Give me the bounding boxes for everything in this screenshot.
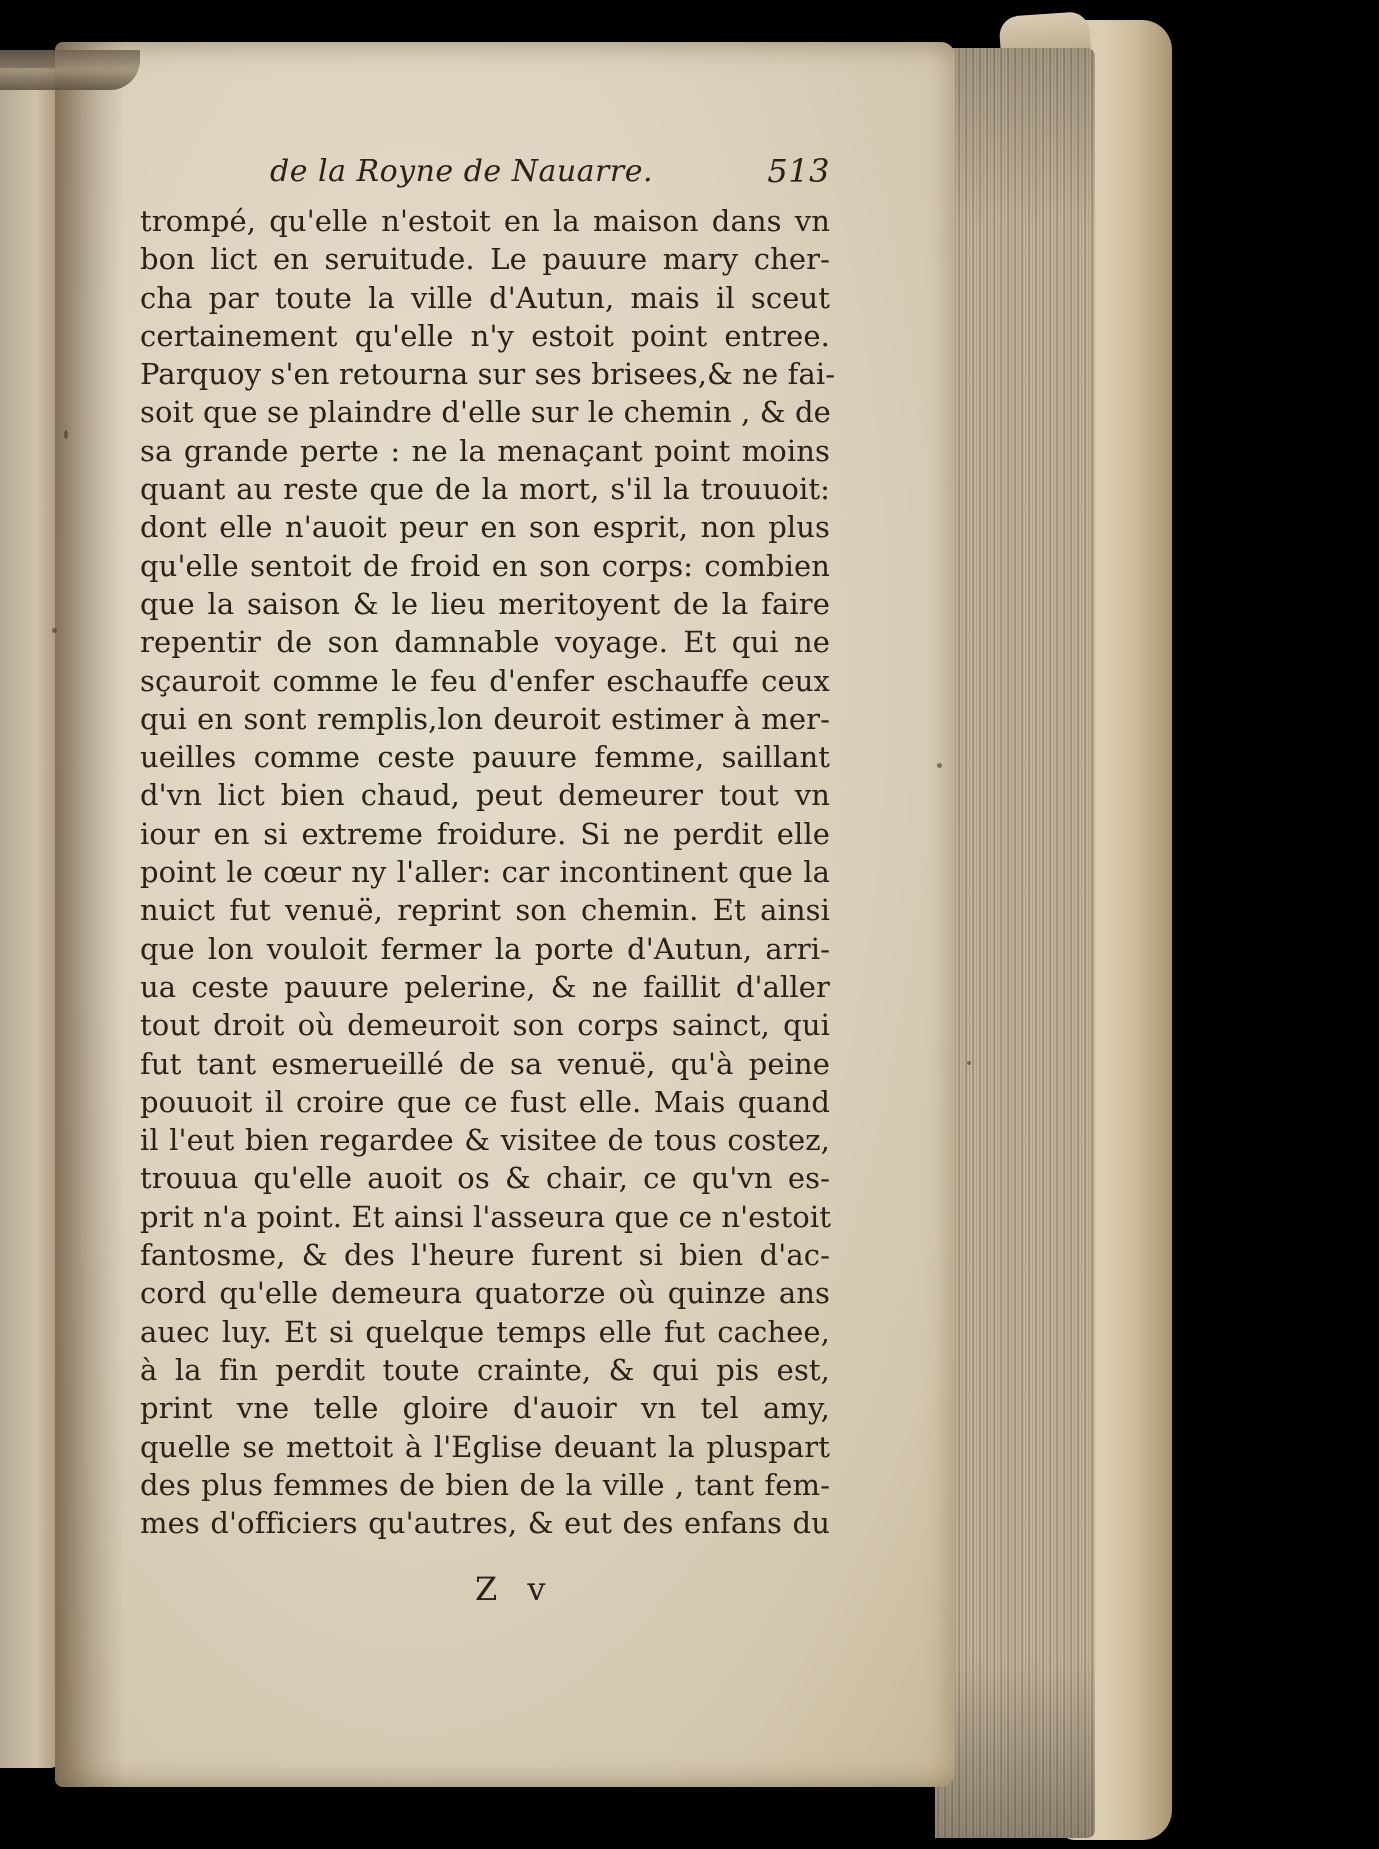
binding-thread <box>0 50 140 90</box>
fore-edge-shadow <box>935 48 1095 1838</box>
text-line: fantosme, & des l'heure furent si bien d'ac- <box>140 1238 830 1273</box>
page-number: 513 <box>767 152 830 190</box>
text-line: à la fin perdit toute crainte, & qui pis est, <box>140 1352 830 1387</box>
page-gutter <box>55 42 125 1787</box>
text-line: cha par toute la ville d'Autun, mais il sceut <box>140 280 830 315</box>
running-title: de la Royne de Nauarre. <box>270 154 654 189</box>
text-line: que lon vouloit fermer la porte d'Autun, arri- <box>140 931 830 966</box>
text-line: print vne telle gloire d'auoir vn tel amy, <box>140 1391 830 1426</box>
ink-spot <box>937 763 942 768</box>
text-line: prit n'a point. Et ainsi l'asseura que ce n'estoit <box>140 1199 831 1234</box>
text-line: point le cœur ny l'aller: car incontinent que la <box>140 855 830 890</box>
text-line: quant au reste que de la mort, s'il la trouuoit: <box>140 472 830 507</box>
text-line: trompé, qu'elle n'estoit en la maison dans vn <box>140 204 830 238</box>
text-line: quelle se mettoit à l'Eglise deuant la pluspart <box>140 1429 830 1464</box>
facing-page-edge <box>0 68 60 1768</box>
text-line: que la saison & le lieu meritoyent de la faire <box>140 586 830 621</box>
text-line: iour en si extreme froidure. Si ne perdit elle <box>140 816 830 851</box>
text-line: nuict fut venuë, reprint son chemin. Et ainsi <box>140 893 830 928</box>
ink-spot <box>52 628 57 633</box>
text-line: sa grande perte : ne la menaçant point moins <box>140 433 830 468</box>
signature-mark: Z v <box>475 1570 556 1608</box>
text-line: tout droit où demeuroit son corps sainct, qui <box>140 1008 830 1043</box>
text-line: dont elle n'auoit peur en son esprit, non plus <box>140 510 830 545</box>
text-line: certainement qu'elle n'y estoit point entree. <box>140 318 830 353</box>
text-block <box>140 150 836 1542</box>
text-line: Parquoy s'en retourna sur ses brisees,& ne fai- <box>140 357 836 392</box>
text-line: mes d'officiers qu'autres, & eut des enfans du <box>140 1506 830 1541</box>
text-line: auec luy. Et si quelque temps elle fut cachee, <box>140 1314 830 1349</box>
text-line: ua ceste pauure pelerine, & ne faillit d'aller <box>140 969 830 1004</box>
text-line: d'vn lict bien chaud, peut demeurer tout vn <box>140 778 830 813</box>
body-text <box>140 202 836 1542</box>
text-line: ueilles comme ceste pauure femme, saillant <box>140 740 830 775</box>
running-head <box>140 150 830 202</box>
text-line: cord qu'elle demeura quatorze où quinze ans <box>140 1276 830 1311</box>
text-line: qu'elle sentoit de froid en son corps: combien <box>140 548 830 583</box>
text-line: pouuoit il croire que ce fust elle. Mais quand <box>140 1084 830 1119</box>
text-line: qui en sont remplis,lon deuroit estimer à mer- <box>140 701 830 736</box>
text-line: repentir de son damnable voyage. Et qui ne <box>140 625 830 660</box>
text-line: soit que se plaindre d'elle sur le chemin , & de <box>140 395 831 430</box>
ink-spot <box>967 1061 971 1065</box>
text-line: il l'eut bien regardee & visitee de tous costez, <box>140 1123 830 1158</box>
text-line: fut tant esmerueillé de sa venuë, qu'à peine <box>140 1046 830 1081</box>
text-line: sçauroit comme le feu d'enfer eschauffe ceux <box>140 663 830 698</box>
text-line: bon lict en seruitude. Le pauure mary cher- <box>140 242 830 277</box>
text-line: trouua qu'elle auoit os & chair, ce qu'vn es- <box>140 1161 830 1196</box>
ink-spot <box>64 430 68 439</box>
text-line: des plus femmes de bien de la ville , tant fem- <box>140 1467 830 1502</box>
